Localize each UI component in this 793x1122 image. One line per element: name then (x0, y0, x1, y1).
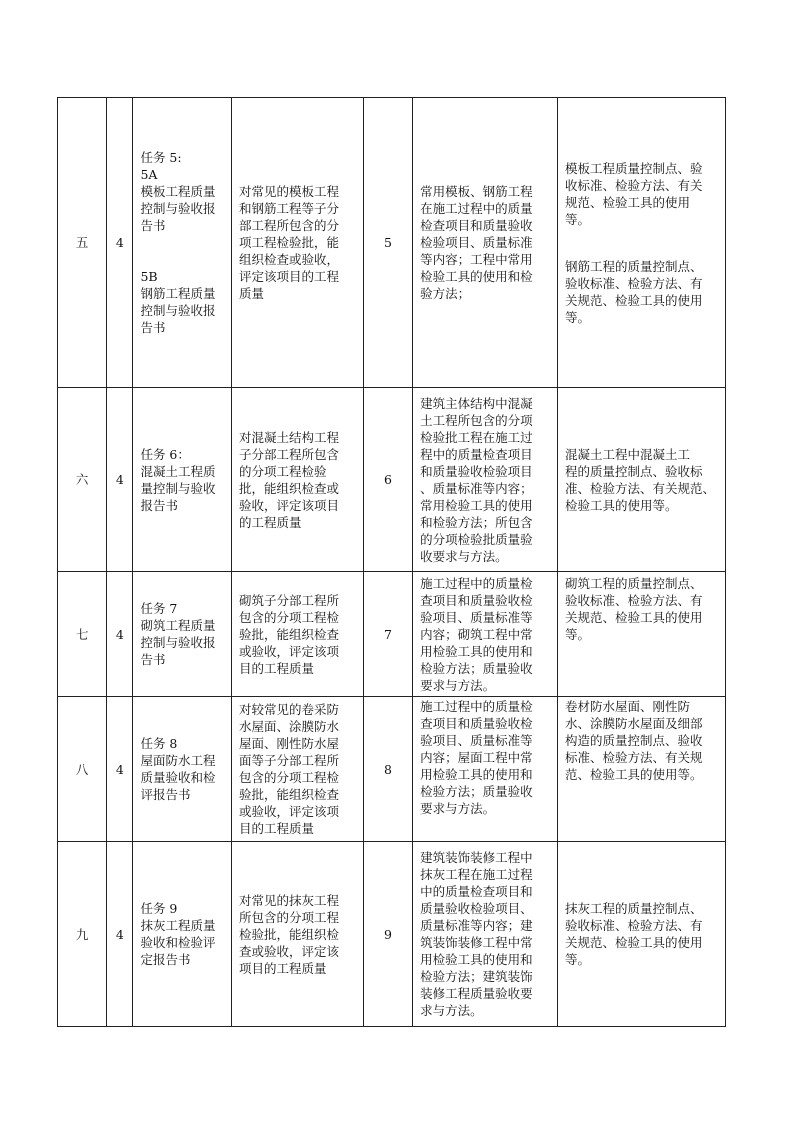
target-text: 对较常见的卷采防 水屋面、涂膜防水 屋面、刚性防水屋 面等子分部工程所 包含的分项工程检 验批，能组织检查 或验收，评定该项 目的工程质量 (239, 702, 340, 836)
target-cell (232, 388, 364, 572)
row-number: 八 (58, 697, 107, 842)
knowledge-cell (413, 98, 558, 388)
knowledge-text: 建筑装饰装修工程中 抹灰工程在施工过程 中的质量检查项目和 质量验收检验项目、 质量标准等内容；建 筑装饰装修工程中常 用检验工具的使用和 检验方法；建筑装饰 装修工程质量验收要 求与方法。 (420, 850, 533, 1018)
task-cell (133, 697, 232, 842)
row-number: 五 (58, 98, 107, 388)
table-row (58, 697, 726, 842)
task-line: 告书 (140, 218, 166, 233)
target-cell (232, 572, 364, 697)
knowledge-cell (413, 388, 558, 572)
task-line: 5B (140, 269, 158, 284)
row-number: 六 (58, 388, 107, 572)
row-number: 七 (58, 572, 107, 697)
knowledge-text: 施工过程中的质量检 查项目和质量验收检 验项目、质量标准等 内容；砌筑工程中常 用检验工具的使用和 检验方法；质量验收 要求与方法。 (420, 575, 533, 693)
knowledge-cell (413, 842, 558, 1027)
task-cell (133, 842, 232, 1027)
table-row (58, 388, 726, 572)
knowledge-text: 施工过程中的质量检 查项目和质量验收检 验项目、质量标准等 内容；屋面工程中常 用检验工具的使用和 检验方法；质量验收 要求与方法。 (420, 699, 533, 816)
target-text: 砌筑子分部工程所 包含的分项工程检 验批，能组织检查 或验收，评定该项 目的工程质量 (239, 592, 340, 676)
skill-cell (557, 572, 725, 697)
curriculum-table (57, 97, 726, 1027)
task-line: 模板工程质量 (140, 184, 216, 199)
index-cell: 6 (363, 388, 412, 572)
index-cell: 5 (363, 98, 412, 388)
hours-cell: 4 (107, 98, 133, 388)
task-line: 任务 5: (140, 150, 182, 165)
task-line: 控制与验收报 (140, 201, 216, 216)
knowledge-cell (413, 572, 558, 697)
skill-text: 混凝土工程中混凝土工 程的质量控制点、验收标 准、检验方法、有关规范、 检验工具的使用等。 (564, 446, 715, 513)
skill-cell (557, 697, 725, 842)
table-row (58, 98, 726, 388)
task-line: 控制与验收报 (140, 303, 216, 318)
skill-text: 卷材防水屋面、刚性防 水、涂膜防水屋面及细部 构造的质量控制点、验收 标准、检验方法、有关规 范、检验工具的使用等。 (564, 699, 703, 782)
index-cell: 8 (363, 697, 412, 842)
skill-text: 模板工程质量控制点、验 收标准、检验方法、有关 规范、检验工具的使用 等。 (564, 160, 703, 227)
task-text: 任务 6： 混凝土工程质 量控制与验收 报告书 (140, 446, 216, 513)
knowledge-text: 常用模板、钢筋工程 在施工过程中的质量 检查项目和质量验收 检验项目、质量标准 等内容；工程中常用 检验工具的使用和检 验方法； (420, 184, 533, 301)
task-text: 任务 7 砌筑工程质量 控制与验收报 告书 (140, 601, 216, 667)
target-text: 对混凝土结构工程 子分部工程所包含 的分项工程检验 批，能组织检查或 验收，评定该项目 的工程质量 (239, 429, 340, 530)
task-line: 钢筋工程质量 (140, 286, 216, 301)
hours-cell: 4 (107, 388, 133, 572)
target-text: 对常见的模板工程 和钢筋工程等子分 部工程所包含的分 项工程检验批，能 组织检查或验收， 评定该项目的工程 质量 (239, 184, 340, 301)
task-text: 任务 8 屋面防水工程 质量验收和检 评报告书 (140, 736, 216, 802)
skill-cell (557, 98, 725, 388)
target-cell (232, 98, 364, 388)
index-cell: 7 (363, 572, 412, 697)
knowledge-text: 建筑主体结构中混凝 土工程所包含的分项 检验批工程在施工过 程中的质量检查项目 和质量验收检验项目 、质量标准等内容； 常用检验工具的使用 和检验方法；所包含 的分项检验批质量验 收要求与方法。 (420, 395, 533, 564)
skill-text: 抹灰工程的质量控制点、 验收标准、检验方法、有 关规范、检验工具的使用 等。 (564, 901, 703, 967)
skill-cell (557, 388, 725, 572)
task-text: 任务 9 抹灰工程质量 验收和检验评 定报告书 (140, 901, 216, 967)
hours-cell: 4 (107, 697, 133, 842)
row-number: 九 (58, 842, 107, 1027)
hours-cell: 4 (107, 572, 133, 697)
skill-text: 砌筑工程的质量控制点、 验收标准、检验方法、有 关规范、检验工具的使用 等。 (564, 576, 703, 642)
table-row (58, 572, 726, 697)
knowledge-cell (413, 697, 558, 842)
table-row (58, 842, 726, 1027)
task-cell (133, 572, 232, 697)
task-cell (133, 98, 232, 388)
target-text: 对常见的抹灰工程 所包含的分项工程 检验批，能组织检 查或验收，评定该 项目的工程质量 (239, 892, 340, 976)
skill-cell (557, 842, 725, 1027)
target-cell (232, 697, 364, 842)
hours-cell: 4 (107, 842, 133, 1027)
task-cell (133, 388, 232, 572)
target-cell (232, 842, 364, 1027)
task-line: 5A (140, 167, 158, 182)
index-cell: 9 (363, 842, 412, 1027)
skill-text: 钢筋工程的质量控制点、 验收标准、检验方法、有 关规范、检验工具的使用 等。 (564, 258, 703, 325)
task-line: 告书 (140, 320, 166, 335)
